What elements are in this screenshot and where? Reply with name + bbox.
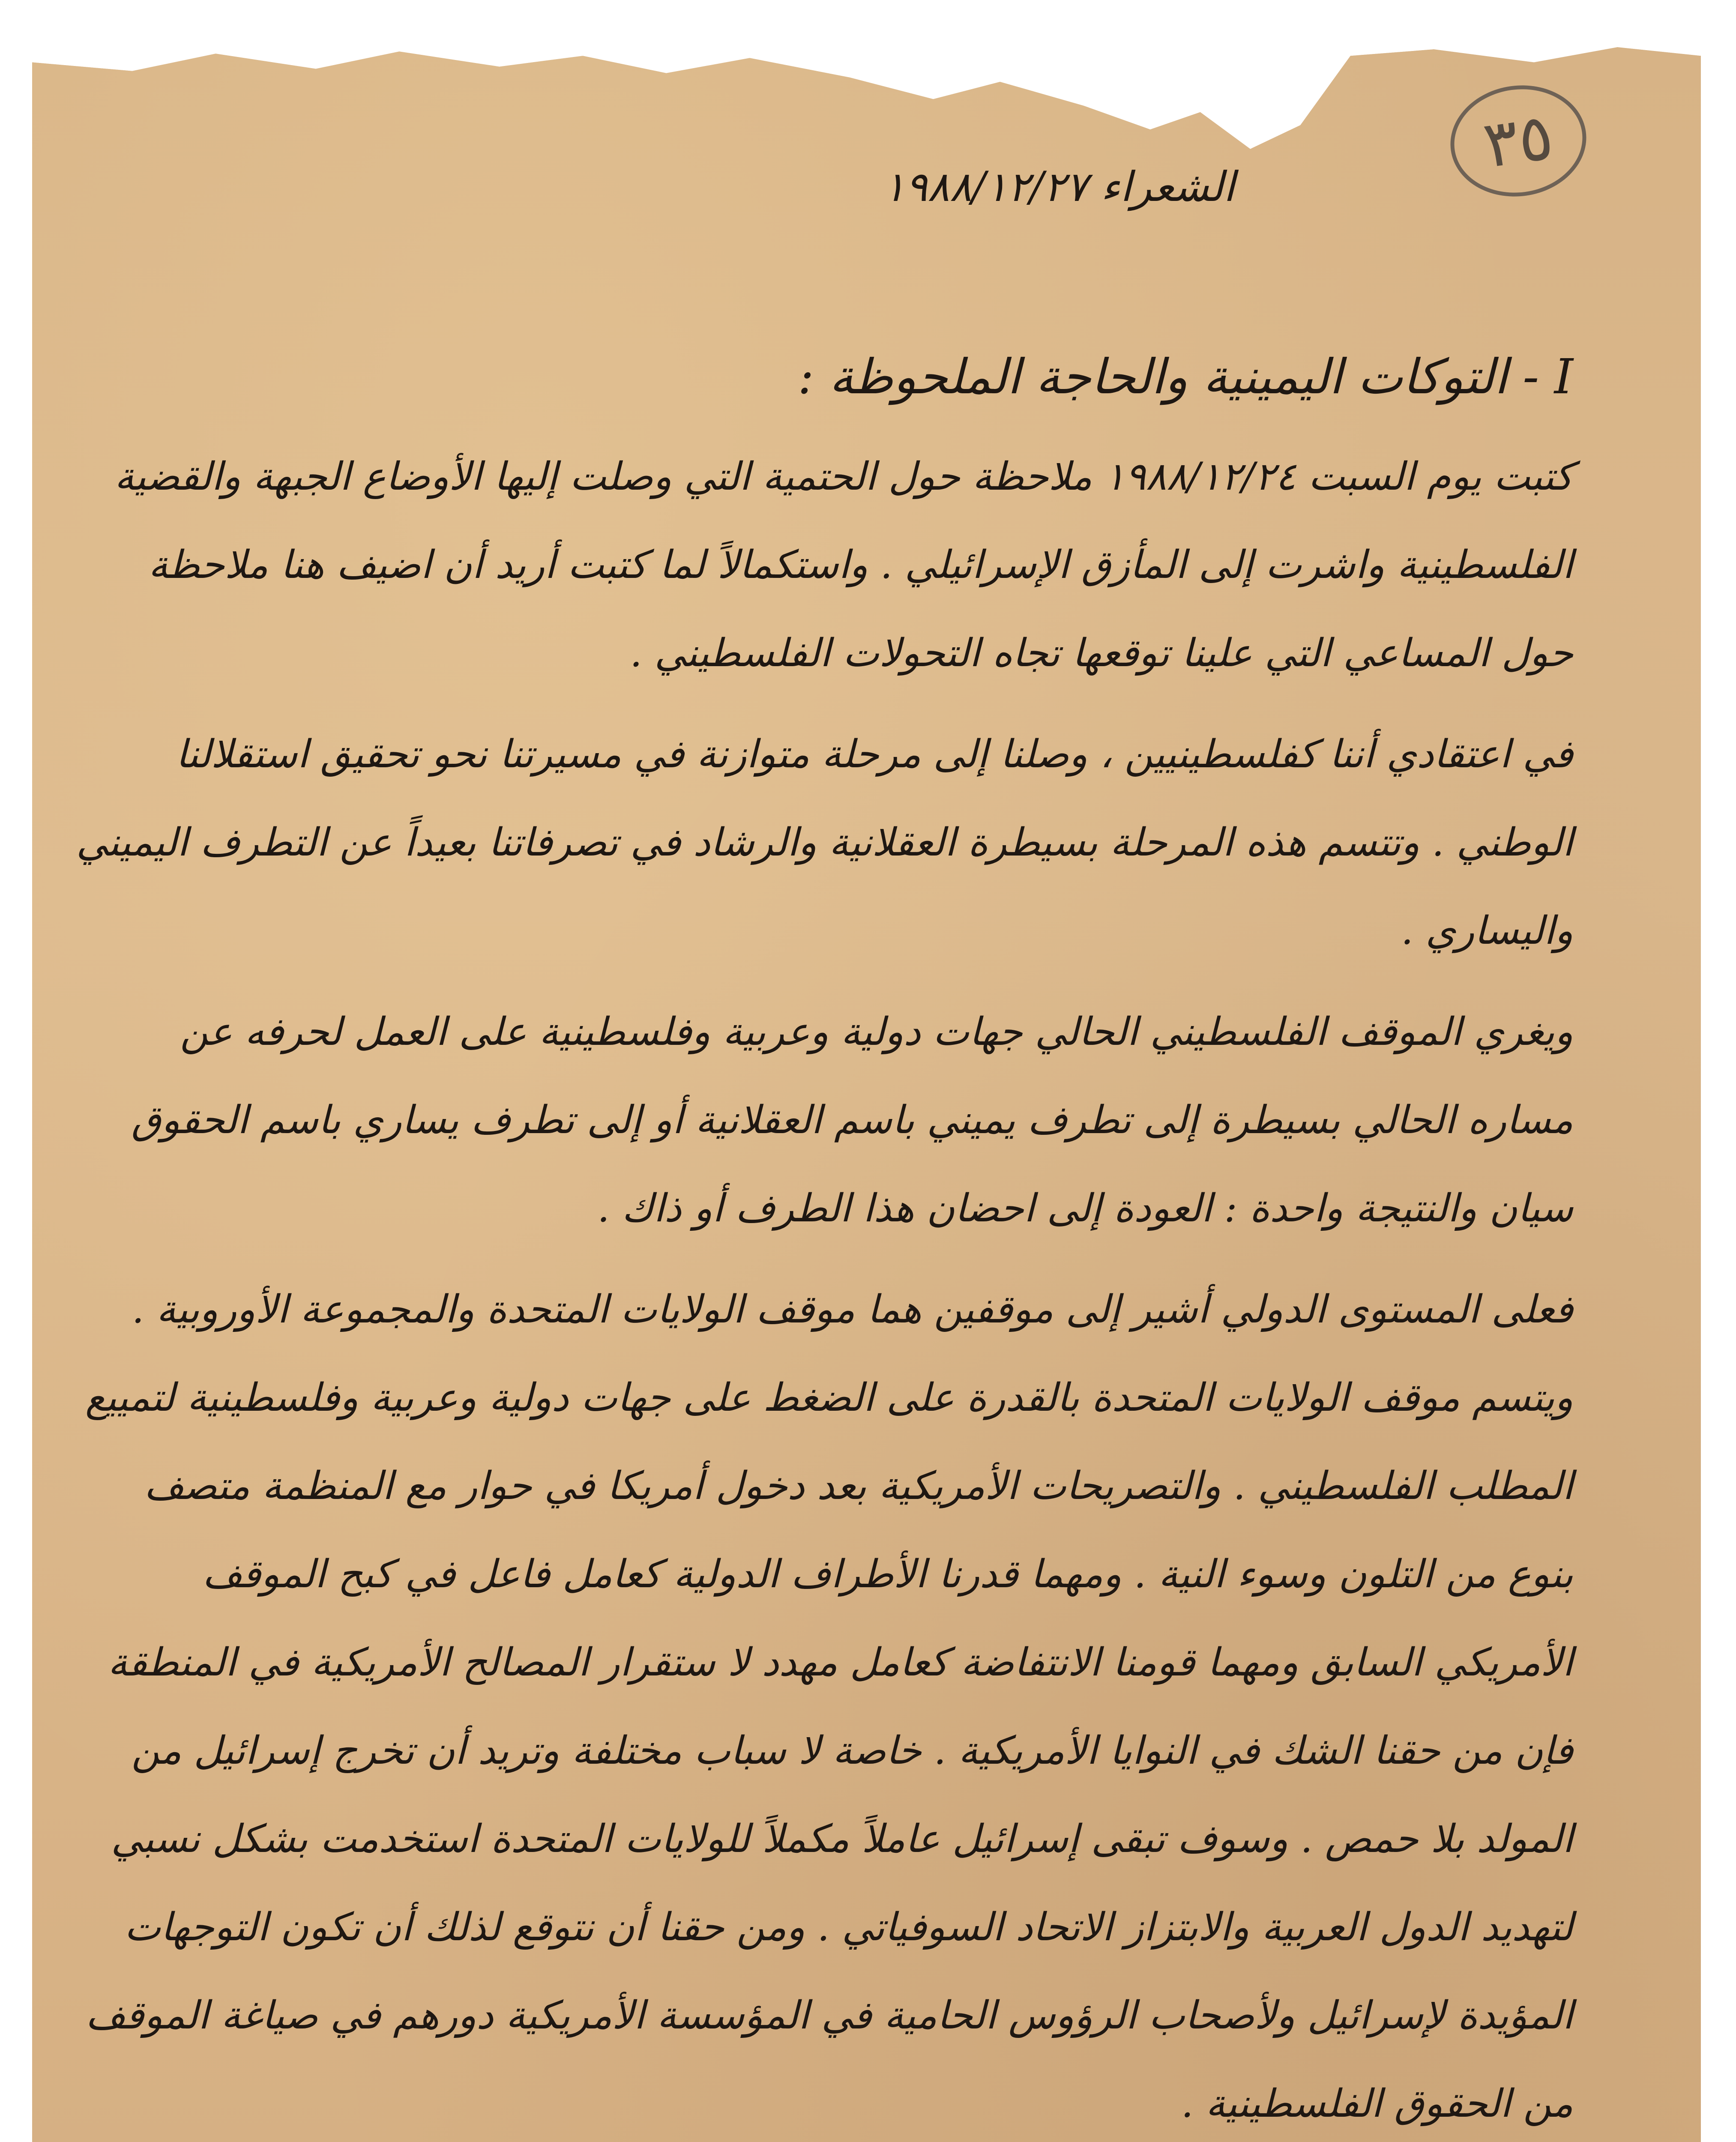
paragraph: كتبت يوم السبت ١٩٨٨/١٢/٢٤ ملاحظة حول الحتمية التي وصلت إليها الأوضاع الجبهة والقضية الفلسطينية واشرت إلى المأزق الإسرائيلي . واستكمالاً لما كتبت أريد أن اضيف هنا ملاحظة حول المساعي التي علينا توقعها تجاه التحولات الفلسطيني . bbox=[114, 454, 1573, 676]
paragraph: في اعتقادي أننا كفلسطينيين ، وصلنا إلى مرحلة متوازنة في مسيرتنا نحو تحقيق استقلالنا الوطني . وتتسم هذه المرحلة بسيطرة العقلانية والرشاد في تصرفاتنا بعيداً عن التطرف اليميني واليساري . bbox=[76, 732, 1573, 953]
handwritten-body bbox=[74, 433, 1573, 2142]
paragraph: ويغري الموقف الفلسطيني الحالي جهات دولية وعربية وفلسطينية على العمل لحرفه عن مساره الحالي بسيطرة إلى تطرف يميني باسم العقلانية أو إلى تطرف يساري باسم الحقوق سيان والنتيجة واحدة : العودة إلى احضان هذا الطرف أو ذاك . bbox=[131, 1009, 1573, 1231]
page-number-stamp: ٣٥ bbox=[1443, 77, 1594, 205]
section-heading: I - التوكات اليمينية والحاجة الملحوظة : bbox=[798, 349, 1573, 405]
document-date: الشعراء ١٩٨٨/١٢/٢٧ bbox=[883, 163, 1235, 211]
paragraph: فعلى المستوى الدولي أشير إلى موقفين هما موقف الولايات المتحدة والمجموعة الأوروبية . ويتسم موقف الولايات المتحدة بالقدرة على الضغط على جهات دولية وعربية وفلسطينية لتمييع المطلب الفلسطيني . والتصريحات الأمريكية بعد دخول أمريكا في حوار مع المنظمة متصف بنوع من التلون وسوء النية . ومهما قدرنا الأطراف الدولية كعامل فاعل في كبح الموقف الأمريكي السابق ومهما قومنا الانتفاضة كعامل مهدد لا ستقرار المصالح الأمريكية في المنطقة فإن من حقنا الشك في النوايا الأمريكية . خاصة لا سباب مختلفة وتريد أن تخرج إسرائيل من المولد بلا حمص . وسوف تبقى إسرائيل عاملاً مكملاً للولايات المتحدة استخدمت بشكل نسبي لتهديد الدول العربية والابتزاز الاتحاد السوفياتي . ومن حقنا أن نتوقع لذلك أن تكون التوجهات المؤيدة لإسرائيل ولأصحاب الرؤوس الحامية في المؤسسة الأمريكية دورهم في صياغة الموقف من الحقوق الفلسطينية . bbox=[85, 1287, 1573, 2126]
